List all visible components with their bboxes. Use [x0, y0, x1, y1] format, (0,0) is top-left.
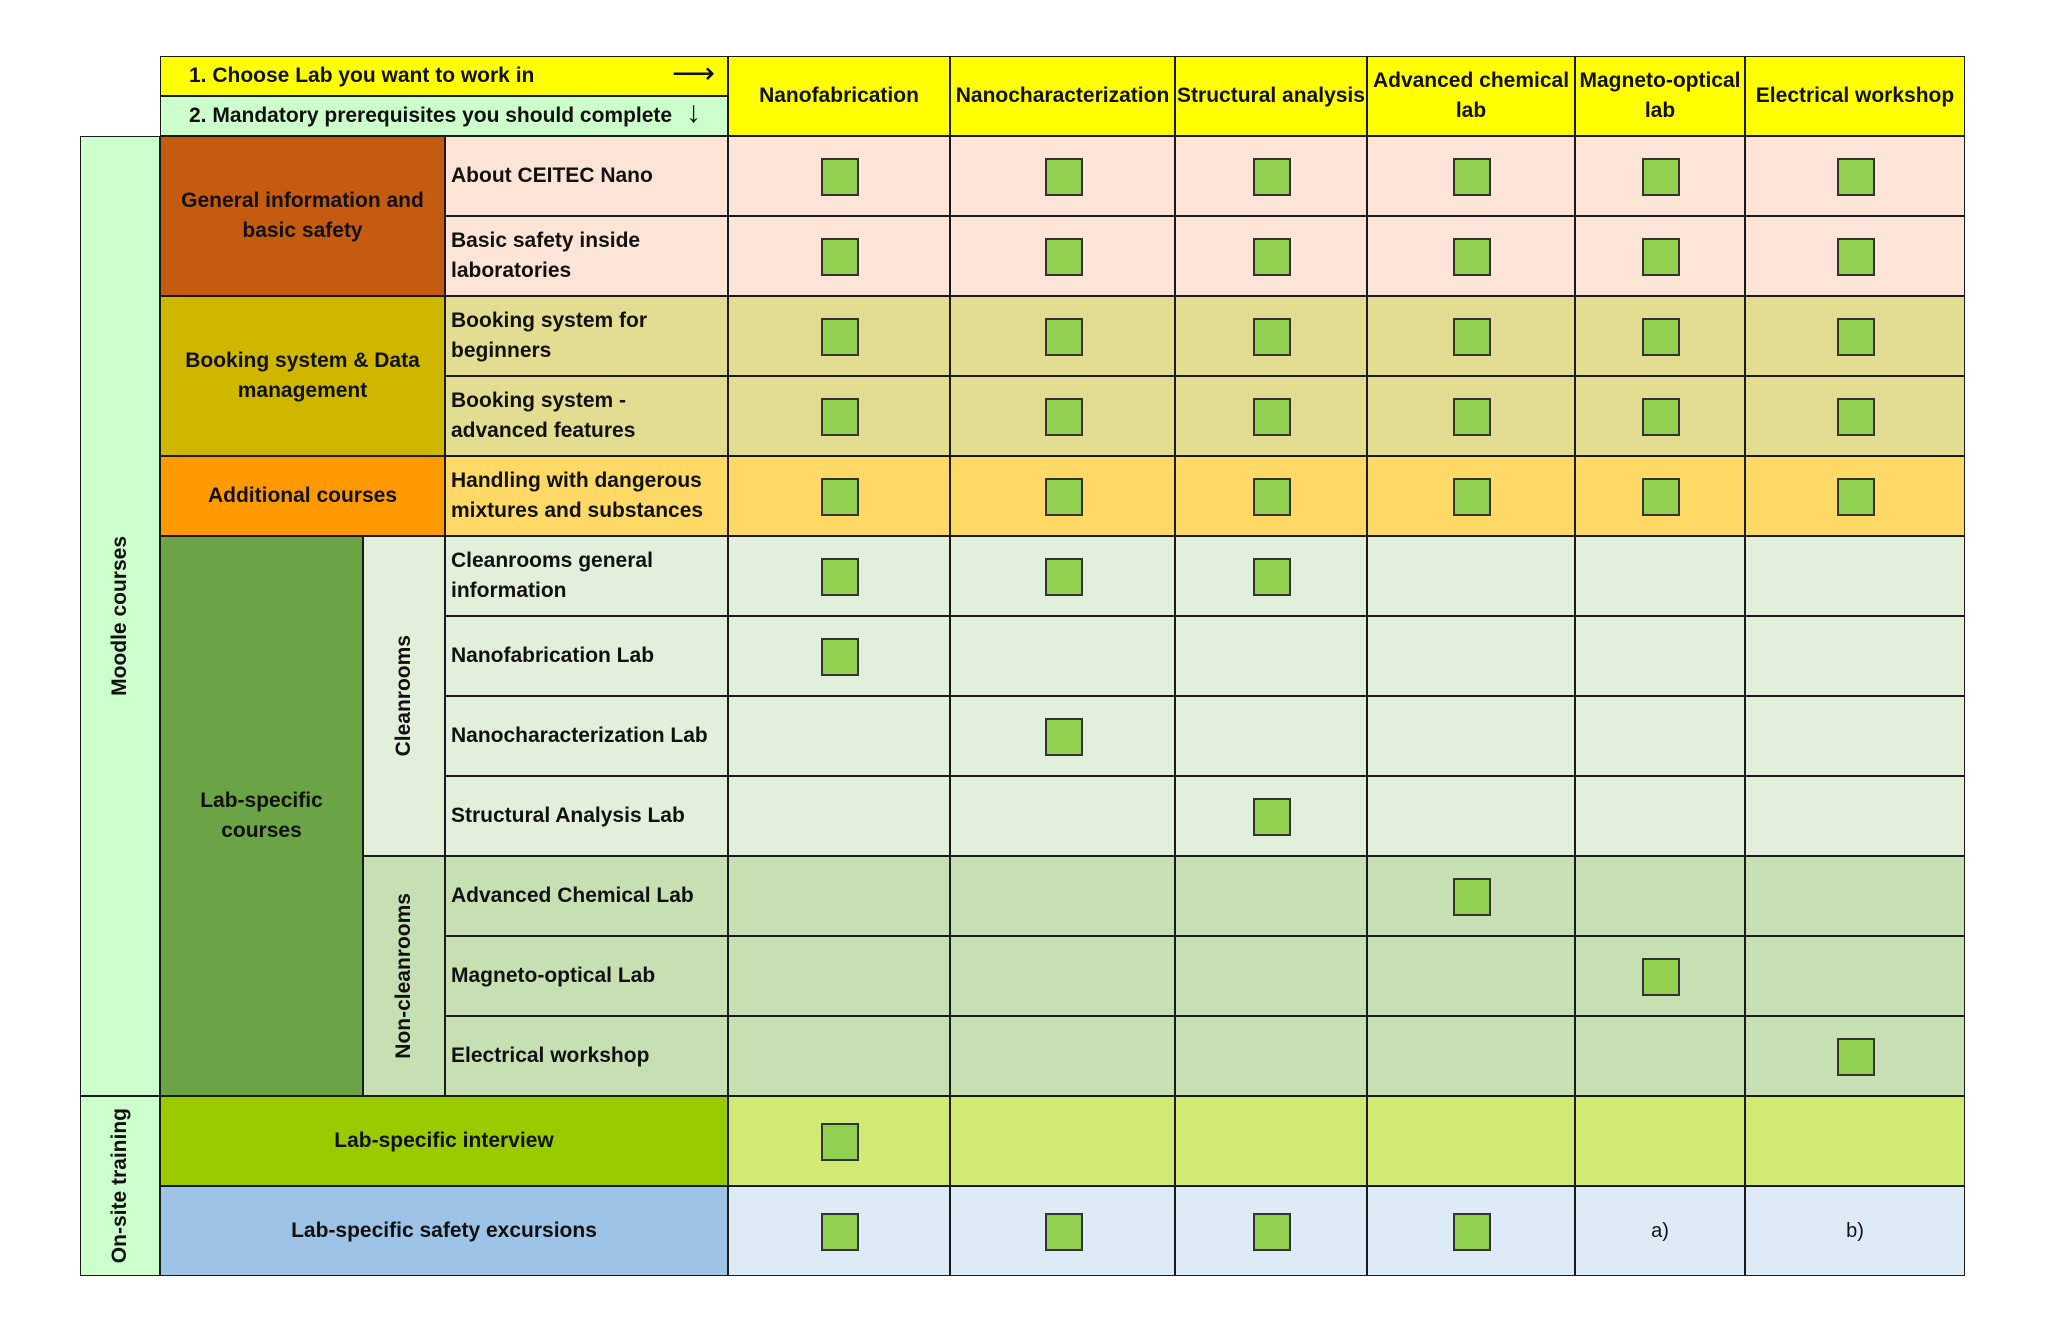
requirement-cell	[1175, 776, 1367, 856]
course-row-2	[445, 296, 728, 376]
step-2-label: 2. Mandatory prerequisites you should complete	[189, 104, 673, 127]
requirement-cell	[1575, 456, 1745, 536]
course-row-3	[445, 376, 728, 456]
lab-header-label: Advanced chemical lab	[1372, 69, 1570, 122]
requirement-cell	[1575, 696, 1745, 776]
required-check-icon	[1453, 878, 1491, 916]
requirement-cell	[1367, 936, 1575, 1016]
course-label: Advanced Chemical Lab	[451, 884, 694, 907]
requirement-cell	[950, 936, 1175, 1016]
lab-header-0	[728, 56, 950, 136]
requirement-cell	[1745, 1016, 1965, 1096]
required-check-icon	[1253, 798, 1291, 836]
category-booking	[160, 296, 445, 456]
requirement-cell	[1175, 1186, 1367, 1276]
requirement-cell	[1367, 456, 1575, 536]
requirement-cell	[1575, 1016, 1745, 1096]
course-label: Nanofabrication Lab	[451, 644, 655, 667]
requirement-cell	[950, 856, 1175, 936]
required-check-icon	[1453, 478, 1491, 516]
required-check-icon	[821, 1213, 859, 1251]
lab-header-1	[950, 56, 1175, 136]
required-check-icon	[1837, 158, 1875, 196]
required-check-icon	[821, 478, 859, 516]
required-check-icon	[1253, 1213, 1291, 1251]
requirement-cell	[1745, 696, 1965, 776]
lab-header-label: Structural analysis	[1177, 84, 1365, 107]
course-row-10	[445, 936, 728, 1016]
requirement-cell	[1175, 456, 1367, 536]
lab-header-5	[1745, 56, 1965, 136]
requirement-cell	[1745, 296, 1965, 376]
course-row-8	[445, 776, 728, 856]
requirement-cell	[1575, 1186, 1745, 1276]
requirement-cell	[1367, 1016, 1575, 1096]
required-check-icon	[1253, 158, 1291, 196]
requirement-cell	[1367, 616, 1575, 696]
required-check-icon	[1253, 558, 1291, 596]
category-lab-specific	[160, 536, 363, 1096]
category-additional-label: Additional courses	[207, 484, 398, 507]
required-check-icon	[1453, 158, 1491, 196]
arrow-right-icon: ⟶	[672, 57, 716, 90]
requirement-cell	[950, 776, 1175, 856]
category-excursions-label: Lab-specific safety excursions	[291, 1219, 597, 1242]
required-check-icon	[1253, 238, 1291, 276]
requirement-cell	[1745, 216, 1965, 296]
required-check-icon	[1045, 158, 1083, 196]
required-check-icon	[1453, 1213, 1491, 1251]
course-label: Basic safety inside laboratories	[451, 229, 641, 282]
requirement-cell	[1575, 776, 1745, 856]
requirement-cell	[1745, 1096, 1965, 1186]
lab-header-3	[1367, 56, 1575, 136]
requirement-cell	[728, 136, 950, 216]
required-check-icon	[1642, 478, 1680, 516]
onsite-training-label: On-site training	[108, 1108, 131, 1264]
requirement-cell	[1575, 536, 1745, 616]
step-1-label: 1. Choose Lab you want to work in	[189, 64, 535, 87]
required-check-icon	[821, 638, 859, 676]
course-row-4	[445, 456, 728, 536]
requirement-cell	[1367, 296, 1575, 376]
requirement-cell	[950, 1016, 1175, 1096]
requirement-cell	[950, 1096, 1175, 1186]
step-2-prerequisites	[160, 96, 728, 136]
requirement-cell	[1367, 216, 1575, 296]
required-check-icon	[1837, 398, 1875, 436]
required-check-icon	[821, 398, 859, 436]
requirement-cell	[950, 216, 1175, 296]
category-additional	[160, 456, 445, 536]
requirement-cell	[1745, 776, 1965, 856]
course-row-11	[445, 1016, 728, 1096]
requirement-cell	[1175, 536, 1367, 616]
required-check-icon	[1642, 318, 1680, 356]
requirement-cell	[1367, 376, 1575, 456]
required-check-icon	[1045, 398, 1083, 436]
requirement-cell	[728, 776, 950, 856]
requirement-cell	[1175, 136, 1367, 216]
course-row-1	[445, 216, 728, 296]
required-check-icon	[1453, 238, 1491, 276]
requirement-cell	[1175, 1096, 1367, 1186]
requirement-cell	[1175, 616, 1367, 696]
requirement-cell	[1367, 1186, 1575, 1276]
requirement-cell	[1175, 696, 1367, 776]
requirement-cell	[1575, 216, 1745, 296]
required-check-icon	[1253, 398, 1291, 436]
required-check-icon	[1642, 398, 1680, 436]
subgroup-non-cleanrooms	[363, 856, 445, 1096]
subgroup-cleanrooms-label: Cleanrooms	[392, 635, 415, 757]
required-check-icon	[1045, 238, 1083, 276]
required-check-icon	[1045, 558, 1083, 596]
required-check-icon	[1045, 478, 1083, 516]
requirement-cell	[728, 456, 950, 536]
footnote-mark: b)	[1846, 1219, 1864, 1242]
requirement-cell	[1367, 136, 1575, 216]
required-check-icon	[1837, 318, 1875, 356]
lab-header-4	[1575, 56, 1745, 136]
requirement-cell	[1575, 136, 1745, 216]
course-label: Electrical workshop	[451, 1044, 650, 1067]
requirement-cell	[950, 696, 1175, 776]
required-check-icon	[1045, 1213, 1083, 1251]
requirement-cell	[950, 456, 1175, 536]
required-check-icon	[1642, 158, 1680, 196]
required-check-icon	[1045, 318, 1083, 356]
required-check-icon	[1837, 478, 1875, 516]
required-check-icon	[1837, 1038, 1875, 1076]
course-row-6	[445, 616, 728, 696]
course-label: About CEITEC Nano	[451, 164, 653, 187]
requirement-cell	[728, 1186, 950, 1276]
required-check-icon	[1642, 238, 1680, 276]
requirement-cell	[950, 136, 1175, 216]
lab-header-label: Electrical workshop	[1755, 84, 1955, 107]
requirement-cell	[728, 936, 950, 1016]
requirement-cell	[728, 1016, 950, 1096]
requirement-cell	[1745, 936, 1965, 1016]
subgroup-non-cleanrooms-label: Non-cleanrooms	[392, 893, 415, 1059]
course-label: Booking system - advanced features	[451, 389, 636, 442]
category-interview	[160, 1096, 728, 1186]
requirement-cell	[1745, 1186, 1965, 1276]
requirement-cell	[950, 1186, 1175, 1276]
requirement-cell	[1367, 776, 1575, 856]
category-booking-label: Booking system & Data management	[185, 349, 420, 402]
requirement-cell	[950, 536, 1175, 616]
lab-header-2	[1175, 56, 1367, 136]
required-check-icon	[1253, 318, 1291, 356]
required-check-icon	[1253, 478, 1291, 516]
requirement-cell	[728, 1096, 950, 1186]
requirement-cell	[950, 376, 1175, 456]
requirement-cell	[1175, 376, 1367, 456]
required-check-icon	[1837, 238, 1875, 276]
requirement-cell	[1367, 536, 1575, 616]
requirement-cell	[1575, 1096, 1745, 1186]
subgroup-cleanrooms	[363, 536, 445, 856]
requirement-cell	[728, 216, 950, 296]
requirement-cell	[1575, 856, 1745, 936]
requirement-cell	[728, 856, 950, 936]
arrow-down-icon: ↓	[686, 96, 701, 129]
requirement-cell	[1745, 616, 1965, 696]
required-check-icon	[1453, 318, 1491, 356]
requirement-cell	[1575, 936, 1745, 1016]
requirement-cell	[1367, 1096, 1575, 1186]
requirement-cell	[1175, 1016, 1367, 1096]
course-label: Handling with dangerous mixtures and substances	[451, 469, 704, 522]
requirement-cell	[728, 376, 950, 456]
category-interview-label: Lab-specific interview	[334, 1129, 554, 1152]
required-check-icon	[821, 158, 859, 196]
requirement-cell	[1745, 456, 1965, 536]
step-1-choose-lab	[160, 56, 728, 96]
requirement-cell	[728, 536, 950, 616]
required-check-icon	[1045, 718, 1083, 756]
required-check-icon	[821, 318, 859, 356]
category-general	[160, 136, 445, 296]
course-label: Cleanrooms general information	[451, 549, 653, 602]
requirement-cell	[1575, 616, 1745, 696]
requirement-cell	[1745, 376, 1965, 456]
requirement-cell	[1745, 136, 1965, 216]
lab-header-label: Magneto-optical lab	[1579, 69, 1741, 122]
category-general-label: General information and basic safety	[181, 189, 424, 242]
requirement-cell	[1575, 376, 1745, 456]
required-check-icon	[1453, 398, 1491, 436]
category-lab-specific-label: Lab-specific courses	[200, 789, 323, 842]
course-label: Nanocharacterization Lab	[451, 724, 708, 747]
lab-header-label: Nanofabrication	[759, 84, 919, 107]
required-check-icon	[821, 238, 859, 276]
requirement-cell	[1175, 856, 1367, 936]
course-row-5	[445, 536, 728, 616]
requirement-cell	[1175, 216, 1367, 296]
requirement-cell	[1175, 296, 1367, 376]
footnote-mark: a)	[1651, 1219, 1669, 1242]
course-label: Booking system for beginners	[451, 309, 648, 362]
requirement-cell	[1575, 296, 1745, 376]
moodle-courses-label: Moodle courses	[108, 536, 131, 696]
required-check-icon	[1642, 958, 1680, 996]
requirement-cell	[950, 616, 1175, 696]
course-row-7	[445, 696, 728, 776]
required-check-icon	[821, 1123, 859, 1161]
course-label: Magneto-optical Lab	[451, 964, 656, 987]
course-row-0	[445, 136, 728, 216]
moodle-courses-group	[80, 136, 160, 1096]
course-label: Structural Analysis Lab	[451, 804, 685, 827]
requirement-cell	[1745, 536, 1965, 616]
requirement-cell	[1367, 696, 1575, 776]
requirement-cell	[1175, 936, 1367, 1016]
requirement-cell	[950, 296, 1175, 376]
category-excursions	[160, 1186, 728, 1276]
requirement-cell	[728, 696, 950, 776]
required-check-icon	[821, 558, 859, 596]
requirement-cell	[1745, 856, 1965, 936]
requirement-cell	[1367, 856, 1575, 936]
requirement-cell	[728, 296, 950, 376]
onsite-training-group	[80, 1096, 160, 1276]
lab-header-label: Nanocharacterization	[955, 84, 1170, 107]
course-row-9	[445, 856, 728, 936]
requirement-cell	[728, 616, 950, 696]
